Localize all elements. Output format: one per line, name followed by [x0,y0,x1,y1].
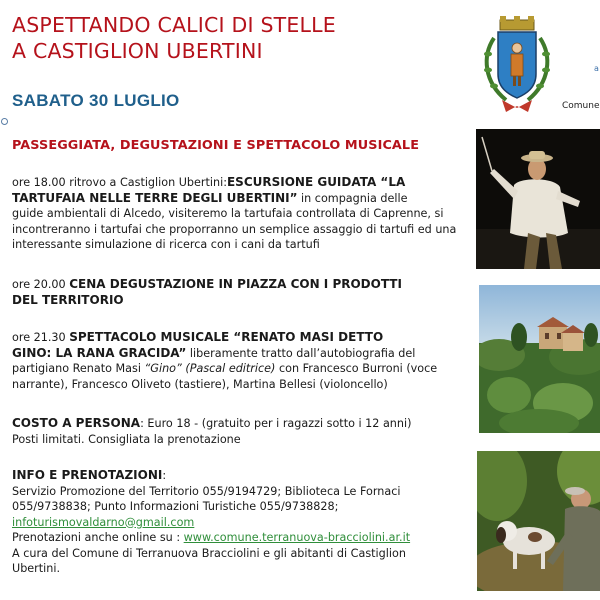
bullet-icon [1,118,8,125]
cost-label: COSTO A PERSONA [12,416,141,430]
email-link[interactable]: infoturismovaldarno@gmail.com [12,515,195,529]
cost-section [12,416,474,447]
excursion-title-a: ESCURSIONE GUIDATA “LA [226,175,406,189]
performer-photo [476,129,600,269]
truffle-hunter-photo [477,451,600,591]
info-section [12,468,474,577]
show-desc-d: narrante), Francesco Oliveto (tastiere), Martina Bellesi (violoncello) [12,377,388,391]
dinner-time: ore 20.00 [12,278,70,291]
event-title [12,12,442,64]
excursion-desc-b: guide ambientali di Alcedo, visiteremo la tartufaia controllata di Caprenne, si [12,207,444,220]
show-desc-a: liberamente tratto dall’autobiografia del [186,346,416,360]
info-phones-1: Servizio Promozione del Territorio 055/9194729; Biblioteca Le Fornaci [12,484,401,498]
excursion-desc-a: in compagnia delle [297,191,408,205]
online-prefix: Prenotazioni anche online su : [12,531,184,544]
coat-of-arms-logo [480,16,554,114]
excursion-title-b: TARTUFAIA NELLE TERRE DEGLI UBERTINI” [12,190,298,205]
cost-value: : Euro 18 - (gratuito per i ragazzi sotto i 12 anni) [140,417,412,430]
comune-label: Comune [562,101,600,111]
info-phones-2: 055/9738838; Punto Informazioni Turistiche 055/9738828; [12,500,339,513]
dinner-title-a: CENA DEGUSTAZIONE IN PIAZZA CON I PRODOTTI [69,277,402,291]
event-subtitle: PASSEGGIATA, DEGUSTAZIONI E SPETTACOLO MUSICALE [12,138,420,153]
excursion-desc-d: interessante simulazione di ricerca con i cani da tartufi [12,238,320,251]
show-desc-c: con Francesco Burroni (voce [275,362,438,375]
website-link[interactable]: www.comune.terranuova-bracciolini.ar.it [183,531,411,544]
village-photo [479,285,600,433]
event-date: SABATO 30 LUGLIO [12,91,180,110]
cost-note: Posti limitati. Consigliata la prenotazione [12,432,241,446]
info-label: INFO E PRENOTAZIONI [12,468,163,482]
credit-a: A cura del Comune di Terranuova Bracciolini e gli abitanti di Castiglion [12,546,406,560]
show-desc-b: partigiano Renato Masi [12,362,145,375]
event-title-line2: A CASTIGLION UBERTINI [12,39,263,63]
show-title-b: GINO: LA RANA GRACIDA” [12,345,187,360]
logo-edge-letter: a [594,64,599,73]
credit-b: Ubertini. [12,562,61,575]
event-excursion [12,175,474,253]
show-time: ore 21.30 [12,331,70,344]
dinner-title-b: DEL TERRITORIO [12,292,124,307]
show-title-a: SPETTACOLO MUSICALE “RENATO MASI DETTO [69,330,384,344]
excursion-desc-c: incontreranno i tartufai che proporranno un semplice assaggio di tartufi ed una [12,222,457,236]
event-dinner [12,277,474,308]
event-title-line1: ASPETTANDO CALICI DI STELLE [12,13,336,37]
info-colon: : [162,469,167,482]
show-book-title: “Gino” (Pascal editrice) [144,362,276,375]
excursion-time: ore 18.00 ritrovo a Castiglion Ubertini: [12,176,227,189]
event-show [12,330,474,392]
